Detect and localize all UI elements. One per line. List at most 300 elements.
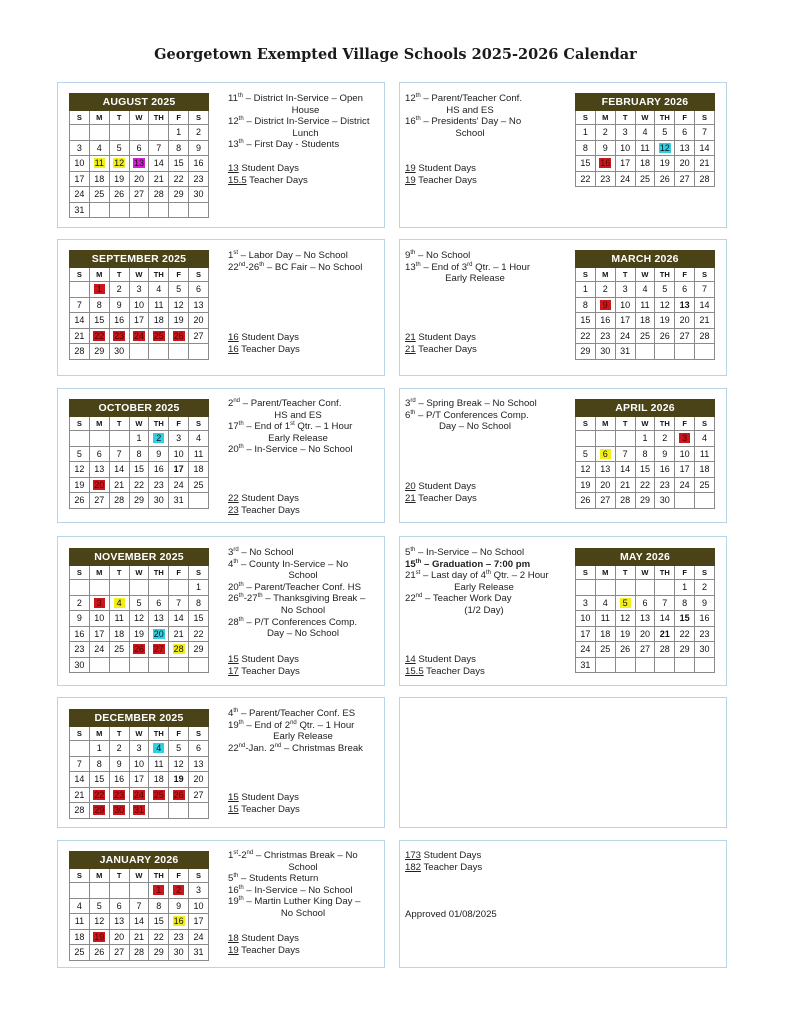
calendar-day: 24 <box>129 328 149 344</box>
day-of-week: W <box>129 268 149 282</box>
notes-october <box>228 398 368 456</box>
calendar-day: 15 <box>576 313 596 329</box>
calendar-day: 25 <box>635 171 655 187</box>
calendar-day: 1 <box>169 125 189 141</box>
note-line: 21st – Last day of 4th Qtr. – 2 Hour <box>405 570 549 582</box>
calendar-empty-cell <box>189 202 209 218</box>
calendar-empty-cell <box>70 125 90 141</box>
month-name: SEPTEMBER 2025 <box>70 251 209 268</box>
calendar-day: 19 <box>576 477 596 493</box>
day-of-week: F <box>675 268 695 282</box>
student-days-count: 14 <box>405 654 416 665</box>
student-days <box>228 654 300 666</box>
calendar-october <box>69 399 209 509</box>
counts-august <box>228 163 308 187</box>
calendar-day: 5 <box>109 140 129 156</box>
calendar-day: 15 <box>89 313 109 329</box>
calendar-day: 24 <box>615 171 635 187</box>
calendar-day: 27 <box>129 187 149 203</box>
calendar-day: 8 <box>189 595 209 611</box>
note-line: 12th – Parent/Teacher Conf. <box>405 93 523 104</box>
calendar-day: 6 <box>675 282 695 298</box>
calendar-day: 22 <box>635 477 655 493</box>
calendar-day: 3 <box>169 431 189 447</box>
day-of-week: S <box>70 111 90 125</box>
month-name: OCTOBER 2025 <box>70 400 209 417</box>
calendar-empty-cell <box>89 883 109 899</box>
calendar-day: 14 <box>149 156 169 172</box>
teacher-days-label: Teacher Days <box>415 493 477 504</box>
calendar-day: 4 <box>149 741 169 757</box>
calendar-day: 24 <box>576 642 596 658</box>
student-days-label: Student Days <box>421 850 482 861</box>
calendar-day: 20 <box>189 313 209 329</box>
note-line: 4th – County In-Service – No <box>228 558 349 570</box>
teacher-days-count: 16 <box>228 344 239 355</box>
calendar-day: 31 <box>169 493 189 509</box>
calendar-day: 25 <box>89 187 109 203</box>
calendar-day: 2 <box>595 125 615 141</box>
day-of-week: W <box>129 869 149 883</box>
month-name: AUGUST 2025 <box>70 94 209 111</box>
note-line: 19th – Martin Luther King Day – <box>228 896 361 908</box>
calendar-day: 23 <box>169 929 189 945</box>
calendar-day: 10 <box>189 898 209 914</box>
calendar-day: 28 <box>70 344 90 360</box>
day-of-week: T <box>109 111 129 125</box>
day-of-week: S <box>189 417 209 431</box>
month-name: FEBRUARY 2026 <box>576 94 715 111</box>
note-line: 20th – Parent/Teacher Conf. HS <box>228 581 362 593</box>
day-of-week: T <box>109 268 129 282</box>
counts-december <box>228 792 300 816</box>
day-of-week: F <box>675 566 695 580</box>
calendar-day: 9 <box>169 898 189 914</box>
calendar-day: 19 <box>655 313 675 329</box>
calendar-day: 9 <box>149 446 169 462</box>
counts-march <box>405 332 477 356</box>
calendar-day: 19 <box>70 477 90 493</box>
day-of-week: W <box>635 268 655 282</box>
calendar-day: 7 <box>615 446 635 462</box>
calendar-day: 25 <box>149 328 169 344</box>
note-line: 28th – P/T Conferences Comp. <box>228 616 358 628</box>
teacher-days-count: 21 <box>405 493 416 504</box>
note-line: Day – No School <box>267 628 339 640</box>
day-of-week: TH <box>655 268 675 282</box>
calendar-day: 21 <box>70 787 90 803</box>
calendar-day: 28 <box>695 171 715 187</box>
calendar-day: 11 <box>635 140 655 156</box>
calendar-day: 8 <box>635 446 655 462</box>
counts-total <box>405 850 482 874</box>
day-of-week: TH <box>149 111 169 125</box>
calendar-day: 22 <box>675 626 695 642</box>
teacher-days-label: Teacher Days <box>421 862 483 873</box>
calendar-day: 14 <box>70 772 90 788</box>
note-line: 12th – District In-Service – District <box>228 116 370 128</box>
calendar-day: 7 <box>70 297 90 313</box>
month-name: MAY 2026 <box>576 549 715 566</box>
teacher-days <box>228 666 300 678</box>
day-of-week: S <box>189 869 209 883</box>
calendar-day: 5 <box>615 595 635 611</box>
calendar-empty-cell <box>70 282 90 298</box>
calendar-day: 27 <box>189 787 209 803</box>
note-line: 26th-27th – Thanksgiving Break – <box>228 593 366 605</box>
notes-december <box>228 708 378 754</box>
day-of-week: T <box>615 268 635 282</box>
calendar-empty-cell <box>89 202 109 218</box>
day-of-week: F <box>169 566 189 580</box>
student-days-count: 13 <box>228 163 239 174</box>
calendar-november <box>69 548 209 673</box>
calendar-day: 4 <box>635 125 655 141</box>
calendar-day: 11 <box>189 446 209 462</box>
calendar-empty-cell <box>675 344 695 360</box>
calendar-day: 6 <box>149 595 169 611</box>
note-line: 3rd – Spring Break – No School <box>405 398 537 409</box>
calendar-empty-cell <box>109 202 129 218</box>
calendar-day: 1 <box>635 431 655 447</box>
counts-february <box>405 163 477 187</box>
calendar-day: 13 <box>109 914 129 930</box>
calendar-day: 5 <box>576 446 596 462</box>
note-line: School <box>455 127 485 139</box>
calendar-day: 27 <box>109 945 129 961</box>
calendar-day: 11 <box>635 297 655 313</box>
teacher-days-label: Teacher Days <box>246 175 308 186</box>
calendar-day: 13 <box>675 140 695 156</box>
calendar-day: 30 <box>595 344 615 360</box>
calendar-day: 10 <box>675 446 695 462</box>
calendar-day: 15 <box>129 462 149 478</box>
day-of-week: T <box>109 869 129 883</box>
teacher-days-label: Teacher Days <box>238 804 300 815</box>
calendar-day: 3 <box>89 595 109 611</box>
teacher-days-count: 15.5 <box>228 175 247 186</box>
teacher-days-label: Teacher Days <box>238 344 300 355</box>
calendar-day: 18 <box>149 772 169 788</box>
day-of-week: TH <box>149 869 169 883</box>
calendar-day: 19 <box>655 156 675 172</box>
calendar-day: 2 <box>109 282 129 298</box>
day-of-week: TH <box>655 566 675 580</box>
calendar-day: 23 <box>109 787 129 803</box>
note-line: 13th – First Day - Students <box>228 139 340 151</box>
note-line: Day – No School <box>439 421 511 433</box>
calendar-day: 18 <box>595 626 615 642</box>
calendar-day: 17 <box>129 772 149 788</box>
day-of-week: TH <box>149 727 169 741</box>
calendar-empty-cell <box>695 657 715 673</box>
calendar-empty-cell <box>169 803 189 819</box>
student-days-count: 15 <box>228 654 239 665</box>
note-line: Lunch <box>292 127 319 139</box>
calendar-day: 16 <box>595 313 615 329</box>
panel-empty <box>399 697 727 828</box>
calendar-day: 22 <box>169 171 189 187</box>
counts-september <box>228 332 300 356</box>
calendar-day: 17 <box>70 171 90 187</box>
calendar-day: 11 <box>70 914 90 930</box>
calendar-day: 1 <box>675 580 695 596</box>
calendar-day: 16 <box>655 462 675 478</box>
calendar-day: 20 <box>89 477 109 493</box>
notes-november <box>228 547 378 640</box>
calendar-day: 8 <box>89 756 109 772</box>
calendar-day: 16 <box>109 313 129 329</box>
calendar-day: 18 <box>149 313 169 329</box>
day-of-week: S <box>576 268 596 282</box>
calendar-day: 20 <box>675 313 695 329</box>
calendar-empty-cell <box>675 657 695 673</box>
calendar-day: 8 <box>576 297 596 313</box>
calendar-day: 15 <box>635 462 655 478</box>
day-of-week: W <box>635 566 655 580</box>
day-of-week: T <box>615 566 635 580</box>
calendar-day: 1 <box>576 282 596 298</box>
calendar-day: 20 <box>109 929 129 945</box>
student-days <box>405 332 477 344</box>
calendar-day: 26 <box>109 187 129 203</box>
calendar-day: 28 <box>149 187 169 203</box>
calendar-day: 7 <box>70 756 90 772</box>
calendar-day: 29 <box>635 493 655 509</box>
day-of-week: S <box>576 417 596 431</box>
note-line: 1st – Labor Day – No School <box>228 250 348 261</box>
calendar-february <box>575 93 715 187</box>
calendar-day: 16 <box>109 772 129 788</box>
note-line: Early Release <box>273 731 333 743</box>
calendar-empty-cell <box>169 657 189 673</box>
day-of-week: S <box>70 566 90 580</box>
calendar-empty-cell <box>655 657 675 673</box>
note-line: (1/2 Day) <box>464 604 504 616</box>
calendar-day: 28 <box>615 493 635 509</box>
calendar-day: 19 <box>615 626 635 642</box>
student-days-count: 18 <box>228 933 239 944</box>
calendar-september <box>69 250 209 360</box>
student-days-count: 16 <box>228 332 239 343</box>
calendar-day: 3 <box>129 741 149 757</box>
calendar-day: 5 <box>169 741 189 757</box>
day-of-week: M <box>595 268 615 282</box>
day-of-week: F <box>169 111 189 125</box>
month-name: JANUARY 2026 <box>70 852 209 869</box>
calendar-day: 1 <box>89 741 109 757</box>
calendar-day: 8 <box>576 140 596 156</box>
calendar-day: 29 <box>189 642 209 658</box>
calendar-day: 25 <box>149 787 169 803</box>
calendar-day: 23 <box>695 626 715 642</box>
counts-november <box>228 654 300 678</box>
student-days-count: 20 <box>405 481 416 492</box>
day-of-week: F <box>169 268 189 282</box>
note-line: 6th – P/T Conferences Comp. <box>405 409 529 421</box>
calendar-empty-cell <box>109 580 129 596</box>
calendar-empty-cell <box>615 431 635 447</box>
day-of-week: M <box>595 111 615 125</box>
teacher-days-label: Teacher Days <box>238 945 300 956</box>
day-of-week: F <box>675 111 695 125</box>
calendar-day: 9 <box>595 140 615 156</box>
calendar-day: 2 <box>149 431 169 447</box>
calendar-day: 19 <box>169 313 189 329</box>
calendar-day: 10 <box>129 297 149 313</box>
calendar-day: 2 <box>595 282 615 298</box>
calendar-empty-cell <box>595 657 615 673</box>
calendar-day: 26 <box>655 328 675 344</box>
calendar-day: 4 <box>189 431 209 447</box>
calendar-day: 30 <box>109 344 129 360</box>
day-of-week: W <box>129 727 149 741</box>
calendar-day: 5 <box>169 282 189 298</box>
calendar-day: 27 <box>149 642 169 658</box>
note-line: 13th – End of 3rd Qtr. – 1 Hour <box>405 261 531 273</box>
calendar-empty-cell <box>129 202 149 218</box>
calendar-day: 16 <box>695 611 715 627</box>
note-line: School <box>288 861 318 873</box>
calendar-day: 2 <box>109 741 129 757</box>
calendar-empty-cell <box>109 657 129 673</box>
calendar-day: 4 <box>595 595 615 611</box>
student-days <box>228 332 300 344</box>
calendar-day: 12 <box>169 297 189 313</box>
calendar-day: 14 <box>695 297 715 313</box>
calendar-day: 19 <box>169 772 189 788</box>
student-days-label: Student Days <box>415 163 476 174</box>
teacher-days-label: Teacher Days <box>423 666 485 677</box>
calendar-day: 10 <box>70 156 90 172</box>
calendar-empty-cell <box>595 580 615 596</box>
calendar-day: 26 <box>89 945 109 961</box>
student-days-label: Student Days <box>415 332 476 343</box>
teacher-days <box>228 945 300 957</box>
calendar-day: 21 <box>615 477 635 493</box>
calendar-empty-cell <box>189 657 209 673</box>
calendar-day: 24 <box>129 787 149 803</box>
student-days-label: Student Days <box>415 654 476 665</box>
calendar-day: 4 <box>695 431 715 447</box>
calendar-day: 27 <box>595 493 615 509</box>
calendar-empty-cell <box>89 657 109 673</box>
note-line: Early Release <box>454 581 514 593</box>
calendar-day: 23 <box>595 171 615 187</box>
calendar-empty-cell <box>129 580 149 596</box>
day-of-week: F <box>675 417 695 431</box>
calendar-empty-cell <box>109 883 129 899</box>
calendar-day: 23 <box>189 171 209 187</box>
calendar-day: 9 <box>70 611 90 627</box>
day-of-week: S <box>70 268 90 282</box>
calendar-day: 16 <box>189 156 209 172</box>
calendar-day: 5 <box>129 595 149 611</box>
calendar-day: 9 <box>109 756 129 772</box>
calendar-day: 15 <box>169 156 189 172</box>
calendar-day: 31 <box>615 344 635 360</box>
calendar-day: 7 <box>149 140 169 156</box>
note-line: HS and ES <box>274 409 322 421</box>
calendar-day: 13 <box>89 462 109 478</box>
student-days-count: 15 <box>228 792 239 803</box>
calendar-day: 2 <box>169 883 189 899</box>
calendar-day: 24 <box>70 187 90 203</box>
day-of-week: TH <box>655 417 675 431</box>
calendar-day: 11 <box>149 756 169 772</box>
student-days <box>405 163 477 175</box>
calendar-day: 27 <box>675 328 695 344</box>
calendar-day: 30 <box>149 493 169 509</box>
calendar-day: 18 <box>635 156 655 172</box>
calendar-day: 13 <box>149 611 169 627</box>
calendar-day: 31 <box>189 945 209 961</box>
calendar-day: 18 <box>635 313 655 329</box>
calendar-day: 26 <box>655 171 675 187</box>
calendar-empty-cell <box>615 657 635 673</box>
notes-march <box>405 250 545 285</box>
page-title: Georgetown Exempted Village Schools 2025-2026 Calendar <box>154 46 637 63</box>
calendar-day: 25 <box>595 642 615 658</box>
calendar-day: 7 <box>169 595 189 611</box>
day-of-week: S <box>576 566 596 580</box>
calendar-day: 29 <box>149 945 169 961</box>
calendar-day: 17 <box>675 462 695 478</box>
calendar-day: 15 <box>89 772 109 788</box>
calendar-day: 9 <box>189 140 209 156</box>
calendar-day: 2 <box>655 431 675 447</box>
calendar-day: 13 <box>635 611 655 627</box>
calendar-day: 27 <box>189 328 209 344</box>
day-of-week: S <box>189 566 209 580</box>
note-line: Early Release <box>445 273 505 285</box>
day-of-week: S <box>695 566 715 580</box>
note-line: No School <box>280 604 326 616</box>
calendar-day: 8 <box>169 140 189 156</box>
calendar-day: 22 <box>89 787 109 803</box>
calendar-empty-cell <box>615 580 635 596</box>
calendar-empty-cell <box>635 657 655 673</box>
calendar-day: 6 <box>89 446 109 462</box>
calendar-december <box>69 709 209 819</box>
calendar-day: 1 <box>189 580 209 596</box>
calendar-august <box>69 93 209 218</box>
calendar-day: 28 <box>109 493 129 509</box>
note-line: 16th – Presidents' Day – No <box>405 116 522 128</box>
note-line: House <box>291 104 320 116</box>
student-days-count: 173 <box>405 850 422 861</box>
calendar-day: 22 <box>576 171 596 187</box>
calendar-empty-cell <box>695 493 715 509</box>
calendar-day: 18 <box>109 626 129 642</box>
note-line: 17th – End of 1st Qtr. – 1 Hour <box>228 421 353 433</box>
teacher-days-count: 182 <box>405 862 422 873</box>
calendar-empty-cell <box>189 493 209 509</box>
calendar-day: 24 <box>675 477 695 493</box>
day-of-week: W <box>129 417 149 431</box>
calendar-empty-cell <box>595 431 615 447</box>
calendar-day: 23 <box>149 477 169 493</box>
calendar-empty-cell <box>70 883 90 899</box>
teacher-days <box>405 493 477 505</box>
calendar-empty-cell <box>109 125 129 141</box>
calendar-day: 25 <box>109 642 129 658</box>
calendar-day: 5 <box>70 446 90 462</box>
student-days-label: Student Days <box>238 792 299 803</box>
teacher-days-count: 17 <box>228 666 239 677</box>
calendar-day: 4 <box>635 282 655 298</box>
calendar-day: 11 <box>595 611 615 627</box>
